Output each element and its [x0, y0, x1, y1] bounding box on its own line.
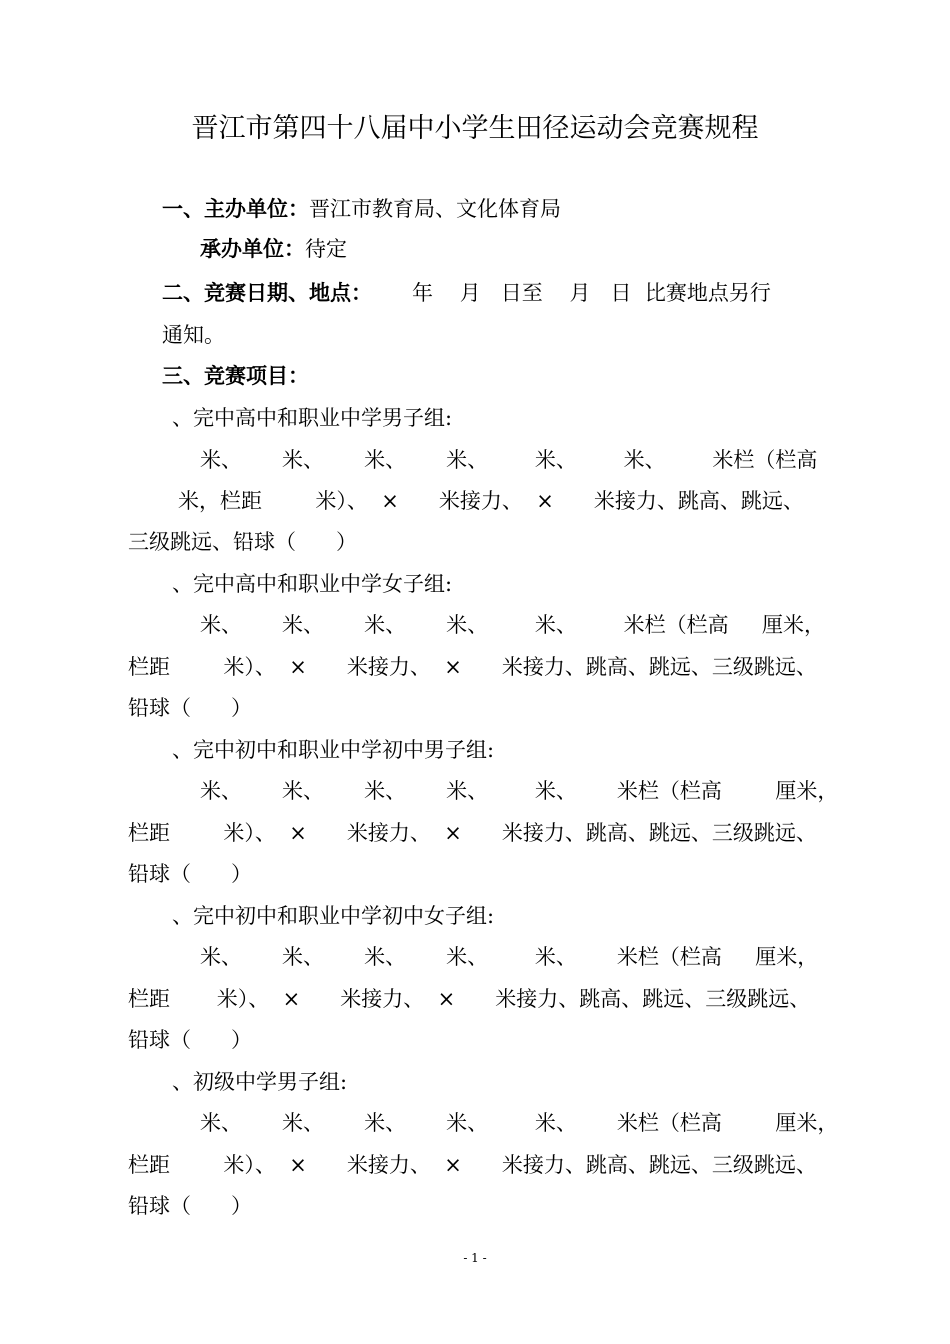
group-events-line: 米、 米、 米、 米、 米、 米栏（栏高 厘米， — [200, 613, 825, 637]
host-value: 待定 — [305, 237, 347, 261]
group-events-line: 栏距 米）、 × 米接力、 × 米接力、跳高、跳远、三级跳远、 — [128, 821, 817, 845]
group-events-line: 栏距 米）、 × 米接力、 × 米接力、跳高、跳远、三级跳远、 — [128, 1153, 817, 1177]
group-events-line: 铅球（ ） — [128, 1028, 253, 1052]
date-venue-value: 年 月 日至 月 日 比赛地点另行 — [372, 281, 771, 305]
group-heading: 、完中初中和职业中学初中男子组: — [172, 738, 495, 762]
page-number: - 1 - — [463, 1251, 487, 1265]
group-events-line: 铅球（ ） — [128, 862, 253, 886]
section-date-venue — [162, 280, 771, 306]
group-heading: 、完中高中和职业中学男子组: — [172, 406, 453, 430]
group-events-line: 米、 米、 米、 米、 米、 米栏（栏高 厘米， — [200, 945, 819, 969]
section-organizer — [162, 196, 561, 222]
group-events-line: 米、 米、 米、 米、 米、 米栏（栏高 厘米， — [200, 779, 839, 803]
group-events-line: 米、 米、 米、 米、 米、 米栏（栏高 厘米， — [200, 1111, 839, 1135]
section-events: 三、竞赛项目： — [162, 364, 309, 388]
date-venue-continuation: 通知。 — [162, 323, 225, 347]
organizer-label: 一、主办单位： — [162, 197, 309, 221]
group-events-line: 铅球（ ） — [128, 1194, 253, 1218]
group-events-line: 栏距 米）、 × 米接力、 × 米接力、跳高、跳远、三级跳远、 — [128, 655, 817, 679]
group-events-line: 三级跳远、铅球（ ） — [128, 530, 358, 554]
group-heading: 、完中高中和职业中学女子组: — [172, 572, 453, 596]
host-label: 承办单位： — [200, 237, 305, 261]
group-events-line: 米，栏距 米）、 × 米接力、 × 米接力、跳高、跳远、 — [178, 489, 804, 513]
group-heading: 、完中初中和职业中学初中女子组: — [172, 904, 495, 928]
section-host — [200, 236, 347, 262]
group-heading: 、初级中学男子组: — [172, 1070, 348, 1094]
group-events-line: 栏距 米）、 × 米接力、 × 米接力、跳高、跳远、三级跳远、 — [128, 987, 811, 1011]
organizer-value: 晋江市教育局、文化体育局 — [309, 197, 561, 221]
date-venue-label: 二、竞赛日期、地点： — [162, 281, 372, 305]
group-events-line: 铅球（ ） — [128, 696, 253, 720]
document-title: 晋江市第四十八届中小学生田径运动会竞赛规程 — [191, 113, 759, 144]
group-events-line: 米、 米、 米、 米、 米、 米、 米栏（栏高 — [200, 448, 818, 472]
